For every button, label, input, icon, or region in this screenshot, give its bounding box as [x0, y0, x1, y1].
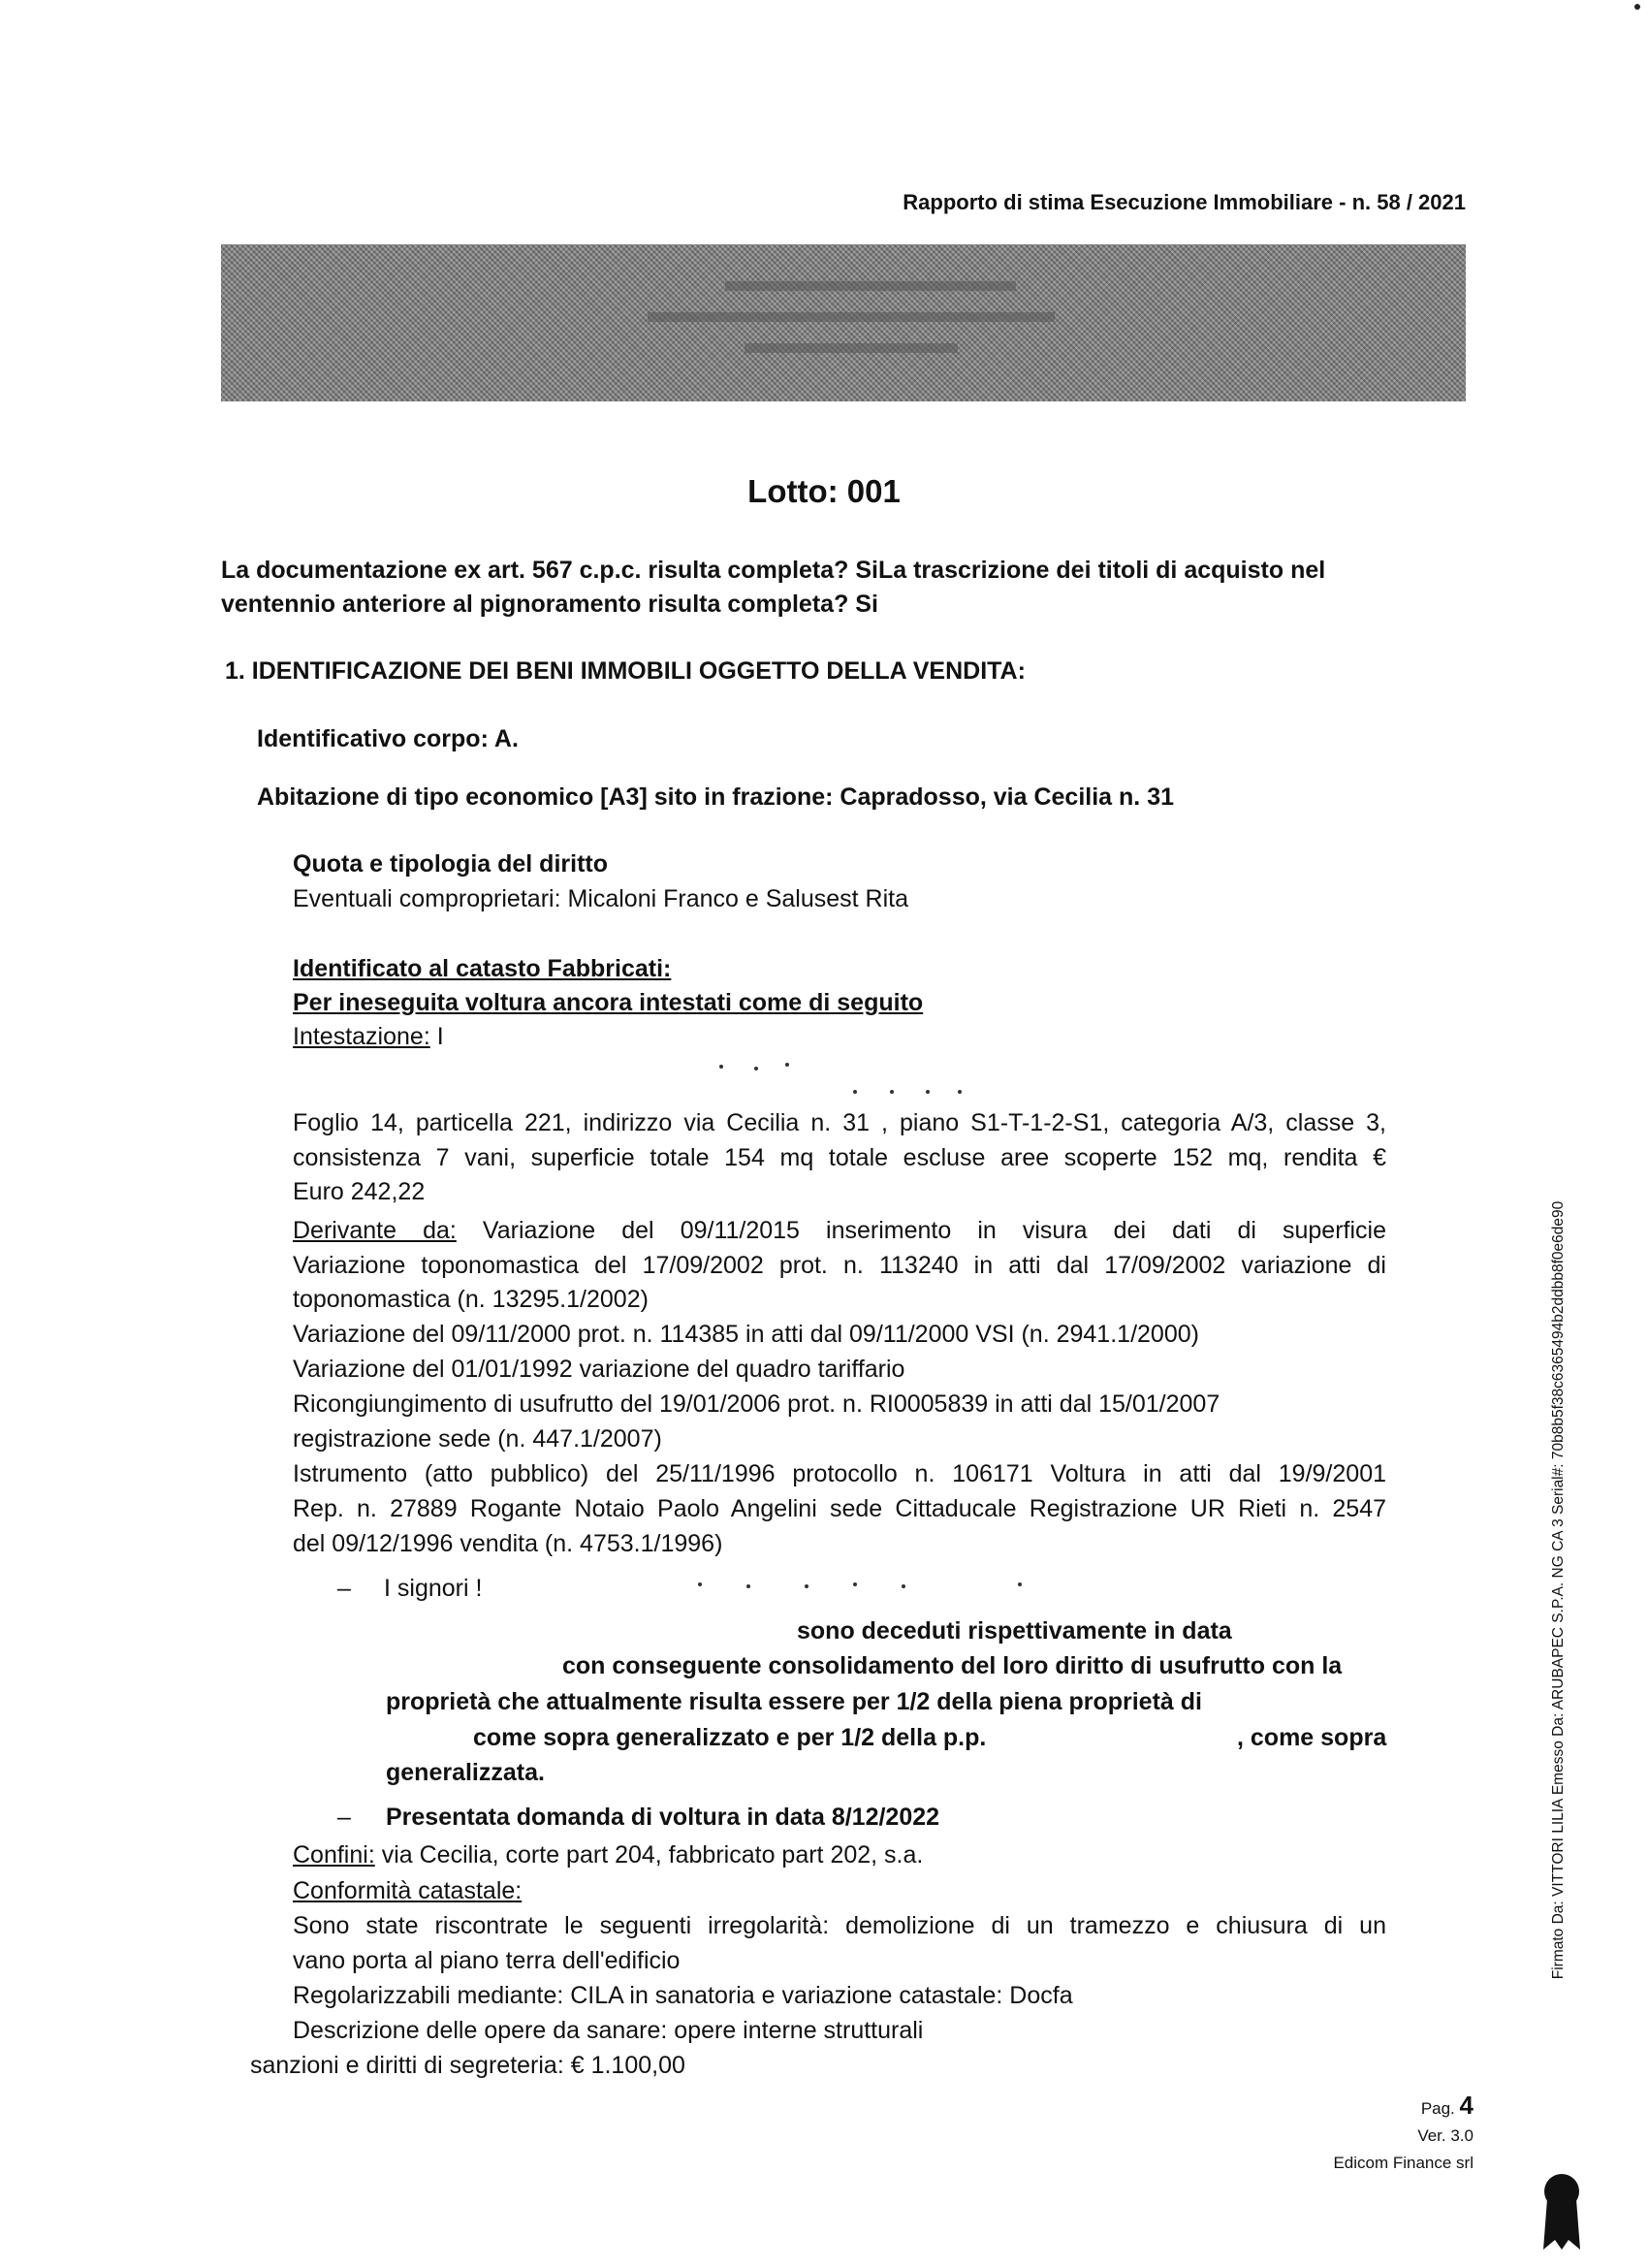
derivante-line: del 09/12/1996 vendita (n. 4753.1/1996) [293, 1530, 723, 1557]
bullet1-text-d2: , come sopra [1237, 1724, 1387, 1751]
confini-value: via Cecilia, corte part 204, fabbricato part 202, s.a. [374, 1841, 924, 1869]
foglio-line-3: Euro 242,22 [293, 1178, 426, 1205]
intestazione-line [293, 1019, 444, 1055]
catasto-heading: Identificato al catasto Fabbricati: [293, 955, 672, 982]
corpo-identifier: Identificativo corpo: A. [257, 725, 519, 752]
page-number-value: 4 [1459, 2091, 1474, 2120]
lotto-title: Lotto: 001 [747, 473, 901, 509]
derivante-label: Derivante da: [293, 1217, 457, 1244]
derivante-line: Variazione del 09/11/2000 prot. n. 114385 in atti dal 09/11/2000 VSI (n. 2941.1/2000) [293, 1321, 1199, 1348]
derivante-first: Variazione del 09/11/2015 inserimento in visura dei dati di superficie [456, 1217, 1386, 1244]
derivante-line: Rep. n. 27889 Rogante Notaio Paolo Angelini sede Cittaducale Registrazione UR Rieti n. 2547 [293, 1495, 1386, 1522]
voltura-heading: Per ineseguita voltura ancora intestati come di seguito [293, 989, 924, 1016]
intestazione-value: I [429, 1023, 444, 1050]
corner-mark [1634, 4, 1640, 10]
foglio-line-2: consistenza 7 vani, superficie totale 154 mq totale escluse aree scoperte 152 mq, rendita € [293, 1144, 1386, 1171]
foglio-line-1: Foglio 14, particella 221, indirizzo via Cecilia n. 31 , piano S1-T-1-2-S1, categoria A/3, classe 3, [293, 1109, 1386, 1136]
derivante-line: registrazione sede (n. 447.1/2007) [293, 1425, 662, 1453]
abitazione-line: Abitazione di tipo economico [A3] sito in frazione: Capradosso, via Cecilia n. 31 [257, 783, 1174, 811]
derivante-line: Variazione toponomastica del 17/09/2002 prot. n. 113240 in atti dal 17/09/2002 variazione di [293, 1252, 1386, 1279]
section-heading: 1. IDENTIFICAZIONE DEI BENI IMMOBILI OGGETTO DELLA VENDITA: [225, 657, 1026, 685]
conformita-heading: Conformità catastale: [293, 1877, 523, 1904]
page-number [1421, 2092, 1474, 2122]
redacted-banner [221, 244, 1466, 401]
ribbon-seal-icon [1539, 2172, 1584, 2250]
derivante-first-line [293, 1213, 1386, 1249]
bullet-dash: – [337, 1804, 351, 1831]
quota-title: Quota e tipologia del diritto [293, 850, 608, 878]
bullet1-text-b: con conseguente consolidamento del loro diritto di usufrutto con la [562, 1652, 1343, 1679]
bullet1-start: I signori ! [384, 1575, 483, 1602]
report-header: Rapporto di stima Esecuzione Immobiliare - n. 58 / 2021 [903, 190, 1466, 214]
comproprietari-line: Eventuali comproprietari: Micaloni Franco e Salusest Rita [293, 885, 908, 912]
version-label: Ver. 3.0 [1417, 2126, 1474, 2145]
conformita-line: sanzioni e diritti di segreteria: € 1.100,00 [250, 2052, 685, 2079]
derivante-line: Ricongiungimento di usufrutto del 19/01/2006 prot. n. RI0005839 in atti dal 15/01/2007 [293, 1390, 1220, 1418]
bullet-dash: – [337, 1575, 351, 1602]
confini-label: Confini: [293, 1841, 375, 1869]
page-label: Pag. [1420, 2099, 1455, 2118]
bullet1-text-a: sono deceduti rispettivamente in data [797, 1617, 1232, 1645]
derivante-line: Istrumento (atto pubblico) del 25/11/1996 protocollo n. 106171 Voltura in atti dal 19/9/2001 [293, 1460, 1386, 1487]
intestazione-label: Intestazione: [293, 1023, 430, 1050]
conformita-line: Descrizione delle opere da sanare: opere interne strutturali [293, 2017, 924, 2044]
conformita-line: Regolarizzabili mediante: CILA in sanatoria e variazione catastale: Docfa [293, 1982, 1073, 2009]
digital-signature [1530, 1202, 1588, 1978]
conformita-line: vano porta al piano terra dell'edificio [293, 1947, 681, 1974]
bullet1-text-e: generalizzata. [386, 1759, 545, 1786]
bullet1-text-d1: come sopra generalizzato e per 1/2 della p.p. [473, 1724, 987, 1751]
intro-line-2: ventennio anteriore al pignoramento risulta completa? Si [221, 591, 878, 618]
intro-line-1: La documentazione ex art. 567 c.p.c. risulta completa? SiLa trascrizione dei titoli di acquisto nel [221, 557, 1326, 584]
derivante-line: toponomastica (n. 13295.1/2002) [293, 1286, 649, 1313]
bullet1-text-c: proprietà che attualmente risulta essere per 1/2 della piena proprietà di [386, 1688, 1202, 1715]
conformita-line: Sono state riscontrate le seguenti irregolarità: demolizione di un tramezzo e chiusura di un [293, 1912, 1386, 1939]
confini-line [293, 1837, 923, 1873]
signature-text: Firmato Da: VITTORI LILIA Emesso Da: ARUBAPEC S.P.A. NG CA 3 Serial#: 70b8b5f38c6365494b2ddbb8f0e6de90 [1550, 1200, 1567, 1980]
bullet2-text: Presentata domanda di voltura in data 8/12/2022 [386, 1804, 940, 1831]
company-label: Edicom Finance srl [1333, 2154, 1474, 2172]
derivante-line: Variazione del 01/01/1992 variazione del quadro tariffario [293, 1356, 905, 1383]
